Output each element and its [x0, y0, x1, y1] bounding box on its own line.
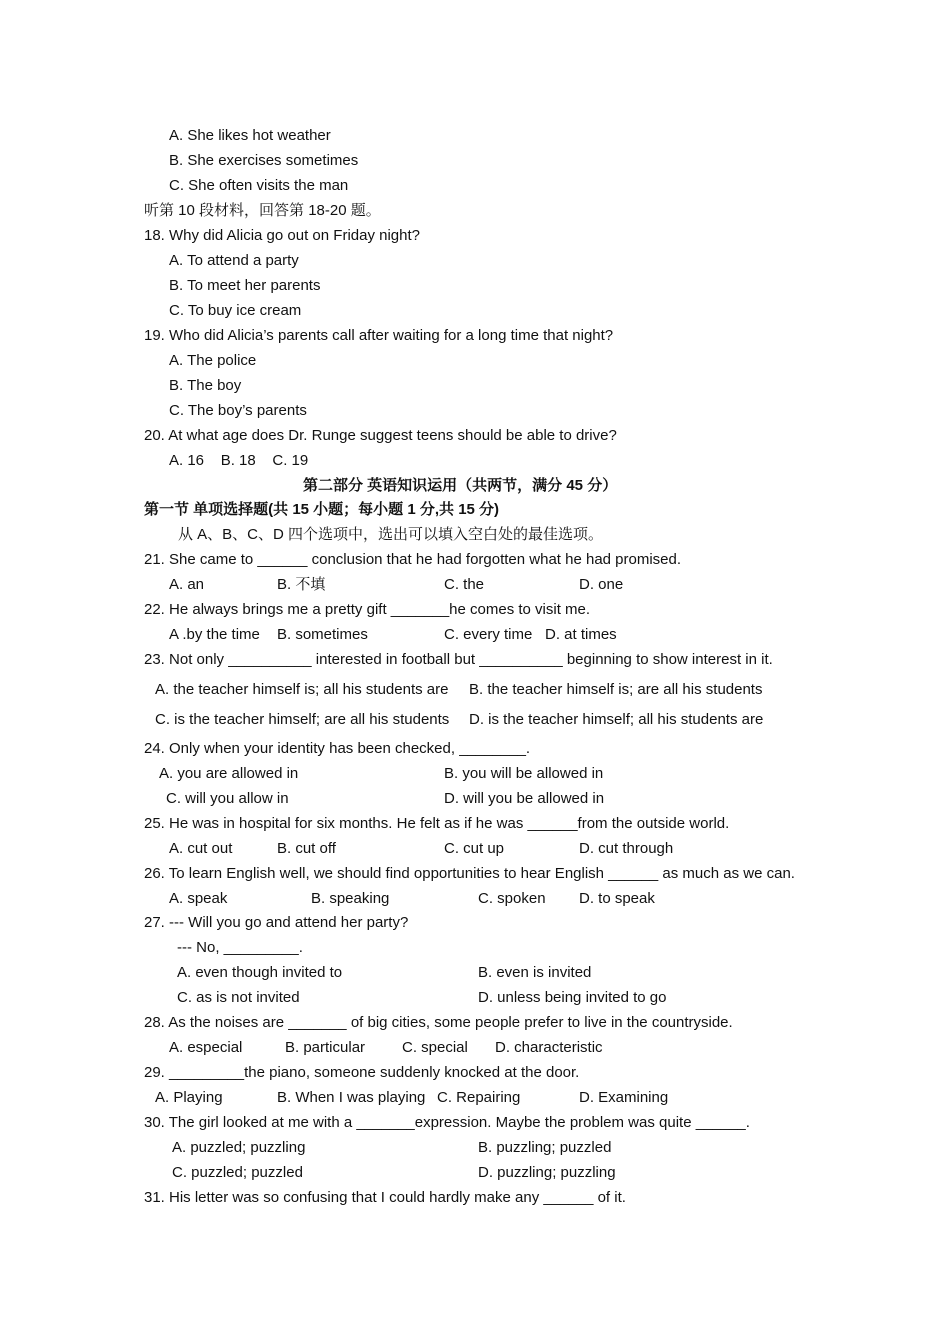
text-line: B. you will be allowed in: [444, 765, 604, 782]
text-line: 22. He always brings me a pretty gift _______he comes to visit me.: [144, 601, 591, 618]
text-line: 19. Who did Alicia’s parents call after waiting for a long time that night?: [144, 327, 614, 344]
text-line: 21. She came to ______ conclusion that he had forgotten what he had promised.: [144, 551, 682, 568]
text-line: C. cut up: [444, 840, 505, 857]
text-line: A. the teacher himself is; all his students are: [155, 681, 449, 698]
text-line: D. cut through: [579, 840, 674, 857]
text-line: B. The boy: [169, 377, 242, 394]
text-line: B. puzzling; puzzled: [478, 1139, 612, 1156]
text-line: D. to speak: [579, 890, 655, 907]
text-line: D. Examining: [579, 1089, 669, 1106]
text-line: C. as is not invited: [177, 989, 300, 1006]
text-line: A. 16 B. 18 C. 19: [169, 452, 309, 469]
text-line: C. will you allow in: [166, 790, 289, 807]
text-line: 29. _________the piano, someone suddenly knocked at the door.: [144, 1064, 580, 1081]
text-line: C. She often visits the man: [169, 177, 349, 194]
text-line: C. spoken: [478, 890, 546, 907]
text-line: A .by the time: [169, 626, 260, 643]
text-line: A. She likes hot weather: [169, 127, 331, 144]
text-line: 18. Why did Alicia go out on Friday night?: [144, 227, 420, 244]
text-line: A. The police: [169, 352, 257, 369]
text-line: 24. Only when your identity has been checked, ________.: [144, 740, 531, 757]
text-line: B. particular: [285, 1039, 366, 1056]
text-line: C. The boy’s parents: [169, 402, 307, 419]
text-line: D. is the teacher himself; all his students are: [469, 711, 764, 728]
text-line: C. special: [402, 1039, 468, 1056]
text-line: D. at times: [545, 626, 617, 643]
text-line: A. cut out: [169, 840, 233, 857]
text-line: D. one: [579, 576, 624, 593]
text-line: B. speaking: [311, 890, 390, 907]
text-line: --- No, _________.: [177, 939, 303, 956]
text-line: 31. His letter was so confusing that I could hardly make any ______ of it.: [144, 1189, 626, 1206]
text-line: A. an: [169, 576, 205, 593]
text-line: B. sometimes: [277, 626, 368, 643]
text-line: 第二部分 英语知识运用（共两节，满分 45 分）: [303, 477, 618, 494]
text-line: A. To attend a party: [169, 252, 299, 269]
text-line: D. unless being invited to go: [478, 989, 667, 1006]
text-line: A. especial: [169, 1039, 243, 1056]
text-line: B. the teacher himself is; are all his students: [469, 681, 763, 698]
text-line: B. She exercises sometimes: [169, 152, 359, 169]
text-line: 从 A、B、C、D 四个选项中，选出可以填入空白处的最佳选项。: [178, 526, 604, 543]
text-line: 23. Not only __________ interested in football but __________ beginning to show interest in it.: [144, 651, 773, 668]
text-line: A. you are allowed in: [159, 765, 299, 782]
text-line: A. speak: [169, 890, 228, 907]
text-line: A. Playing: [155, 1089, 223, 1106]
text-line: 27. --- Will you go and attend her party?: [144, 914, 409, 931]
text-line: C. is the teacher himself; are all his students: [155, 711, 450, 728]
text-line: B. even is invited: [478, 964, 592, 981]
text-line: B. When I was playing: [277, 1089, 426, 1106]
text-line: B. 不填: [277, 576, 326, 593]
text-line: 26. To learn English well, we should find opportunities to hear English ______ as much as we can.: [144, 865, 795, 882]
text-line: C. every time: [444, 626, 533, 643]
text-line: 听第 10 段材料，回答第 18-20 题。: [144, 202, 381, 219]
text-line: D. puzzling; puzzling: [478, 1164, 616, 1181]
text-line: D. characteristic: [495, 1039, 603, 1056]
text-line: 第一节 单项选择题(共 15 小题；每小题 1 分,共 15 分): [144, 501, 500, 518]
text-line: C. To buy ice cream: [169, 302, 302, 319]
text-line: C. Repairing: [437, 1089, 521, 1106]
text-line: C. puzzled; puzzled: [172, 1164, 303, 1181]
text-line: 28. As the noises are _______ of big cities, some people prefer to live in the countryside.: [144, 1014, 733, 1031]
text-line: 25. He was in hospital for six months. He felt as if he was ______from the outside world.: [144, 815, 730, 832]
text-line: 20. At what age does Dr. Runge suggest teens should be able to drive?: [144, 427, 617, 444]
text-line: D. will you be allowed in: [444, 790, 605, 807]
text-line: A. even though invited to: [177, 964, 343, 981]
text-line: C. the: [444, 576, 485, 593]
text-line: B. To meet her parents: [169, 277, 321, 294]
text-line: 30. The girl looked at me with a _______expression. Maybe the problem was quite ______.: [144, 1114, 750, 1131]
text-line: A. puzzled; puzzling: [172, 1139, 306, 1156]
text-line: B. cut off: [277, 840, 336, 857]
